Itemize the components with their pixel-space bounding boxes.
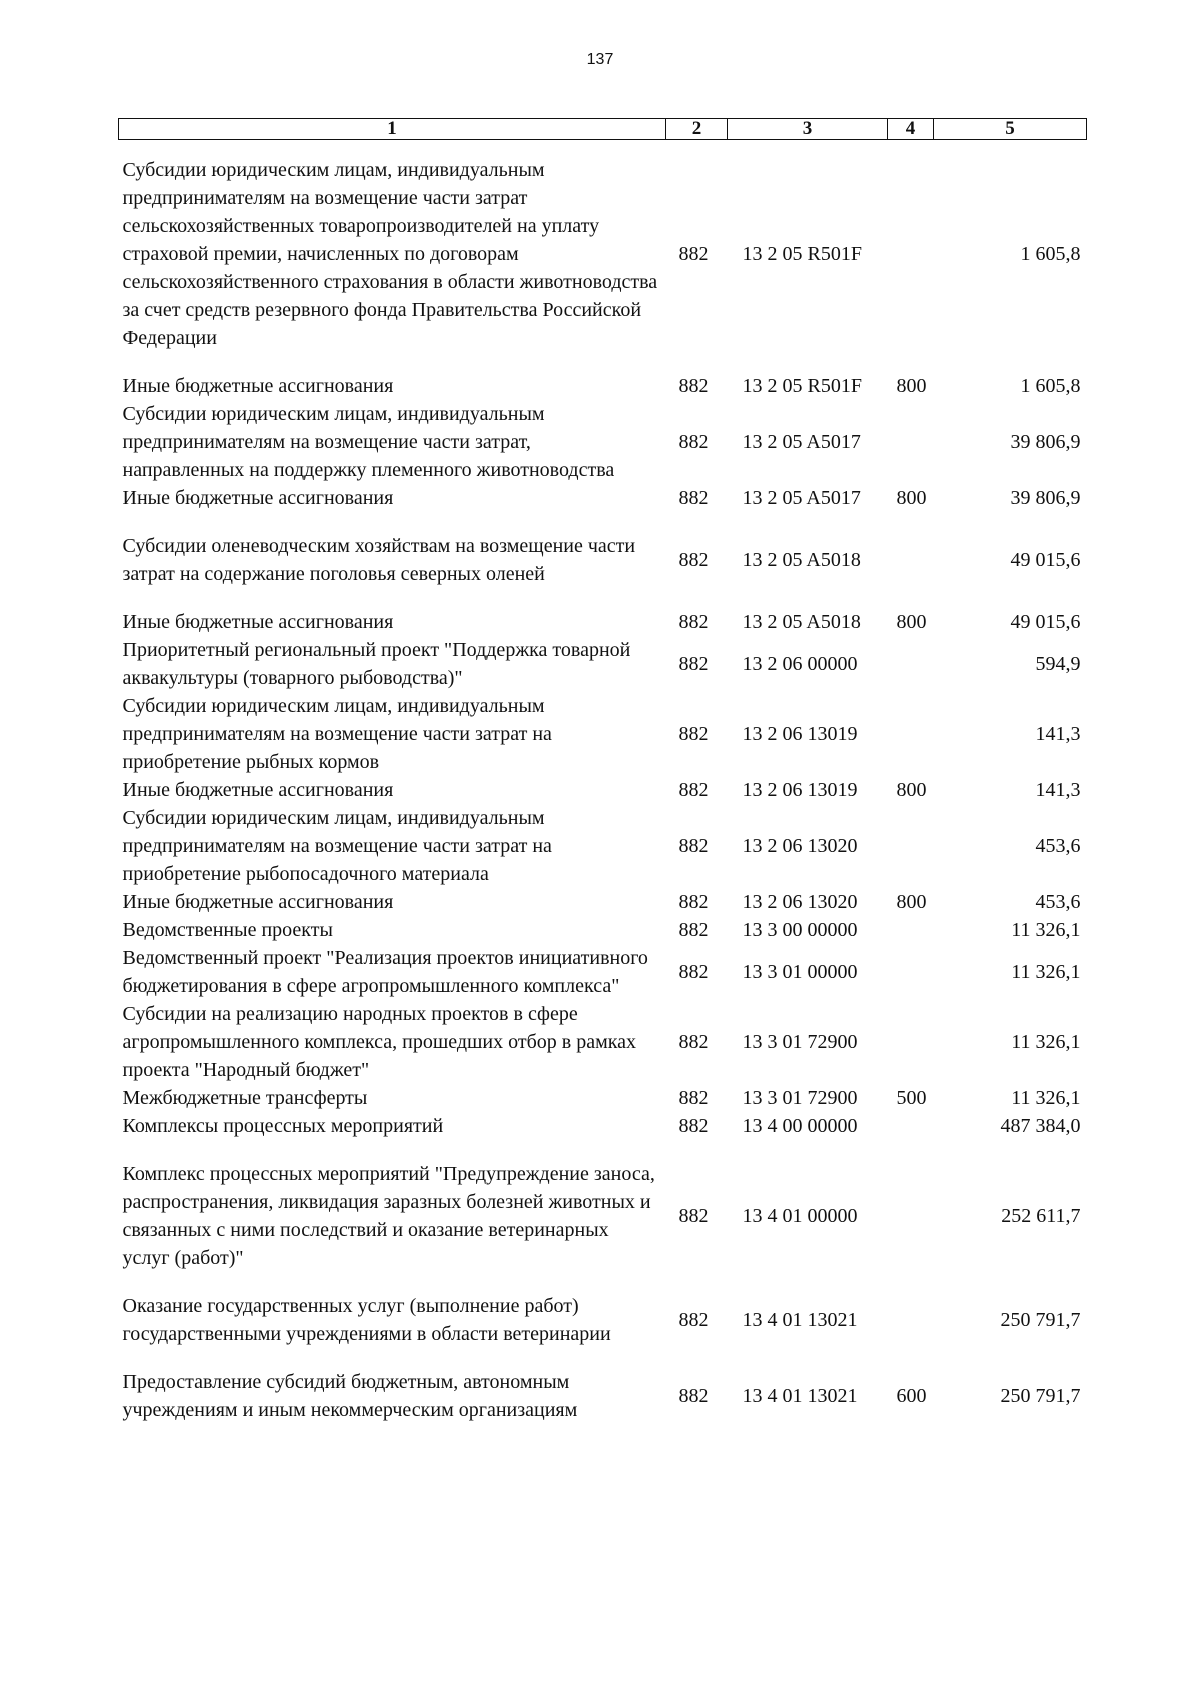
row-csr: 13 3 00 00000: [742, 919, 858, 941]
row-gr: 882: [678, 611, 709, 633]
row-name: Ведомственные проекты: [122, 919, 333, 941]
row-gr: 882: [678, 835, 709, 857]
row-name: Межбюджетные трансферты: [122, 1087, 368, 1109]
row-csr: 13 3 01 00000: [742, 961, 858, 983]
row-amount: 1 605,8: [1020, 243, 1081, 265]
table-row: [119, 1150, 1087, 1292]
row-csr: 13 2 05 A5017: [742, 487, 861, 509]
header-col-4: 4: [888, 119, 934, 140]
table-row: [119, 608, 1087, 636]
table-row: [119, 636, 1087, 692]
table-row: [119, 484, 1087, 512]
row-amount: 487 384,0: [1000, 1115, 1081, 1137]
row-amount: 453,6: [1035, 891, 1081, 913]
row-amount: 250 791,7: [1000, 1309, 1081, 1331]
row-gr: 882: [678, 1087, 709, 1109]
row-vr: [888, 1150, 934, 1292]
row-gr: 882: [678, 375, 709, 397]
header-col-5: 5: [934, 119, 1087, 140]
table-row: [119, 1084, 1087, 1112]
table-row: [119, 400, 1087, 484]
row-vr: [888, 140, 934, 373]
row-gr: 882: [678, 891, 709, 913]
row-csr: 13 2 06 13020: [742, 891, 858, 913]
row-vr: [888, 636, 934, 692]
row-name: Субсидии оленеводческим хозяйствам на возмещение части затрат на содержание поголовья северных оленей: [122, 535, 636, 585]
table-row: [119, 1112, 1087, 1150]
row-csr: 13 2 05 R501F: [742, 375, 862, 397]
table-row: [119, 140, 1087, 373]
row-csr: 13 2 06 13020: [742, 835, 858, 857]
row-name: Комплексы процессных мероприятий: [122, 1115, 444, 1137]
table-row: [119, 944, 1087, 1000]
page-number: 137: [586, 51, 614, 68]
row-vr: 800: [896, 375, 927, 397]
row-name: Иные бюджетные ассигнования: [122, 375, 394, 397]
table-row: [119, 1292, 1087, 1368]
row-name: Иные бюджетные ассигнования: [122, 779, 394, 801]
row-gr: 882: [678, 1309, 709, 1331]
table-header: [119, 119, 1087, 140]
row-gr: 882: [678, 653, 709, 675]
row-gr: 882: [678, 919, 709, 941]
row-amount: 39 806,9: [1010, 431, 1081, 453]
row-csr: 13 4 01 00000: [742, 1205, 858, 1227]
row-vr: [888, 1112, 934, 1150]
row-vr: 800: [896, 487, 927, 509]
row-csr: 13 4 01 13021: [742, 1385, 858, 1407]
row-name: Иные бюджетные ассигнования: [122, 487, 394, 509]
row-name: Предоставление субсидий бюджетным, автономным учреждениям и иным некоммерческим организациям: [122, 1371, 578, 1421]
row-name: Субсидии юридическим лицам, индивидуальным предпринимателям на возмещение части затрат на приобретение рыбопосадочного материала: [122, 807, 552, 885]
table-body: [119, 140, 1087, 1425]
row-amount: 453,6: [1035, 835, 1081, 857]
row-name: Субсидии юридическим лицам, индивидуальным предпринимателям на возмещение части затрат сельскохозяйственных товаропроизводителей на уплату страховой премии, начисленных по договорам сельскохозяйственного страхования в области животноводства за счет средств резервного фонда Правительства Российской Федерации: [122, 159, 658, 349]
row-csr: 13 2 06 00000: [742, 653, 858, 675]
row-csr: 13 2 05 A5018: [742, 611, 861, 633]
row-vr: [888, 804, 934, 888]
row-name: Субсидии на реализацию народных проектов в сфере агропромышленного комплекса, прошедших отбор в рамках проекта "Народный бюджет": [122, 1003, 637, 1081]
row-vr: [888, 692, 934, 776]
row-vr: [888, 1292, 934, 1368]
row-csr: 13 3 01 72900: [742, 1087, 858, 1109]
table-row: [119, 1000, 1087, 1084]
row-name: Оказание государственных услуг (выполнение работ) государственными учреждениями в области ветеринарии: [122, 1295, 611, 1345]
row-csr: 13 2 06 13019: [742, 723, 858, 745]
row-vr: 800: [896, 611, 927, 633]
table-row: [119, 888, 1087, 916]
row-amount: 252 611,7: [1001, 1205, 1081, 1227]
row-gr: 882: [678, 779, 709, 801]
row-gr: 882: [678, 487, 709, 509]
row-name: Ведомственный проект "Реализация проектов инициативного бюджетирования в сфере агропромышленного комплекса": [122, 947, 648, 997]
row-gr: 882: [678, 961, 709, 983]
row-vr: [888, 1000, 934, 1084]
row-gr: 882: [678, 723, 709, 745]
table-row: [119, 804, 1087, 888]
row-csr: 13 3 01 72900: [742, 1031, 858, 1053]
row-gr: 882: [678, 1385, 709, 1407]
row-gr: 882: [678, 1115, 709, 1137]
row-name: Иные бюджетные ассигнования: [122, 611, 394, 633]
row-amount: 141,3: [1035, 723, 1081, 745]
row-csr: 13 2 05 A5018: [742, 549, 861, 571]
row-vr: 500: [896, 1087, 927, 1109]
header-row: [119, 119, 1087, 140]
row-name: Субсидии юридическим лицам, индивидуальным предпринимателям на возмещение части затрат, направленных на поддержку племенного животноводства: [122, 403, 615, 481]
row-amount: 250 791,7: [1000, 1385, 1081, 1407]
row-csr: 13 2 05 A5017: [742, 431, 861, 453]
row-csr: 13 4 00 00000: [742, 1115, 858, 1137]
row-name: Приоритетный региональный проект "Поддержка товарной аквакультуры (товарного рыбоводства)": [122, 639, 631, 689]
row-vr: [888, 512, 934, 608]
row-csr: 13 2 06 13019: [742, 779, 858, 801]
row-gr: 882: [678, 1031, 709, 1053]
row-name: Комплекс процессных мероприятий "Предупреждение заноса, распространения, ликвидация заразных болезней животных и связанных с ними последствий и оказание ветеринарных услуг (работ)": [122, 1163, 655, 1269]
row-csr: 13 2 05 R501F: [742, 243, 862, 265]
table-row: [119, 1368, 1087, 1424]
table-row: [119, 776, 1087, 804]
header-col-3: 3: [728, 119, 888, 140]
row-gr: 882: [678, 431, 709, 453]
budget-table: [118, 118, 1087, 1424]
header-col-1: 1: [119, 119, 666, 140]
row-vr: [888, 944, 934, 1000]
row-gr: 882: [678, 243, 709, 265]
row-amount: 49 015,6: [1010, 611, 1081, 633]
row-gr: 882: [678, 549, 709, 571]
row-vr: [888, 916, 934, 944]
row-amount: 11 326,1: [1011, 1031, 1081, 1053]
row-vr: 800: [896, 779, 927, 801]
table-row: [119, 916, 1087, 944]
table-row: [119, 692, 1087, 776]
row-name: Иные бюджетные ассигнования: [122, 891, 394, 913]
row-amount: 141,3: [1035, 779, 1081, 801]
row-gr: 882: [678, 1205, 709, 1227]
row-vr: 800: [896, 891, 927, 913]
row-amount: 11 326,1: [1011, 919, 1081, 941]
row-vr: 600: [896, 1385, 927, 1407]
table-row: [119, 512, 1087, 608]
header-col-2: 2: [666, 119, 728, 140]
row-name: Субсидии юридическим лицам, индивидуальным предпринимателям на возмещение части затрат на приобретение рыбных кормов: [122, 695, 552, 773]
row-amount: 1 605,8: [1020, 375, 1081, 397]
row-csr: 13 4 01 13021: [742, 1309, 858, 1331]
row-amount: 11 326,1: [1011, 961, 1081, 983]
row-amount: 594,9: [1035, 653, 1081, 675]
row-amount: 39 806,9: [1010, 487, 1081, 509]
row-amount: 11 326,1: [1011, 1087, 1081, 1109]
row-amount: 49 015,6: [1010, 549, 1081, 571]
table-row: [119, 372, 1087, 400]
row-vr: [888, 400, 934, 484]
